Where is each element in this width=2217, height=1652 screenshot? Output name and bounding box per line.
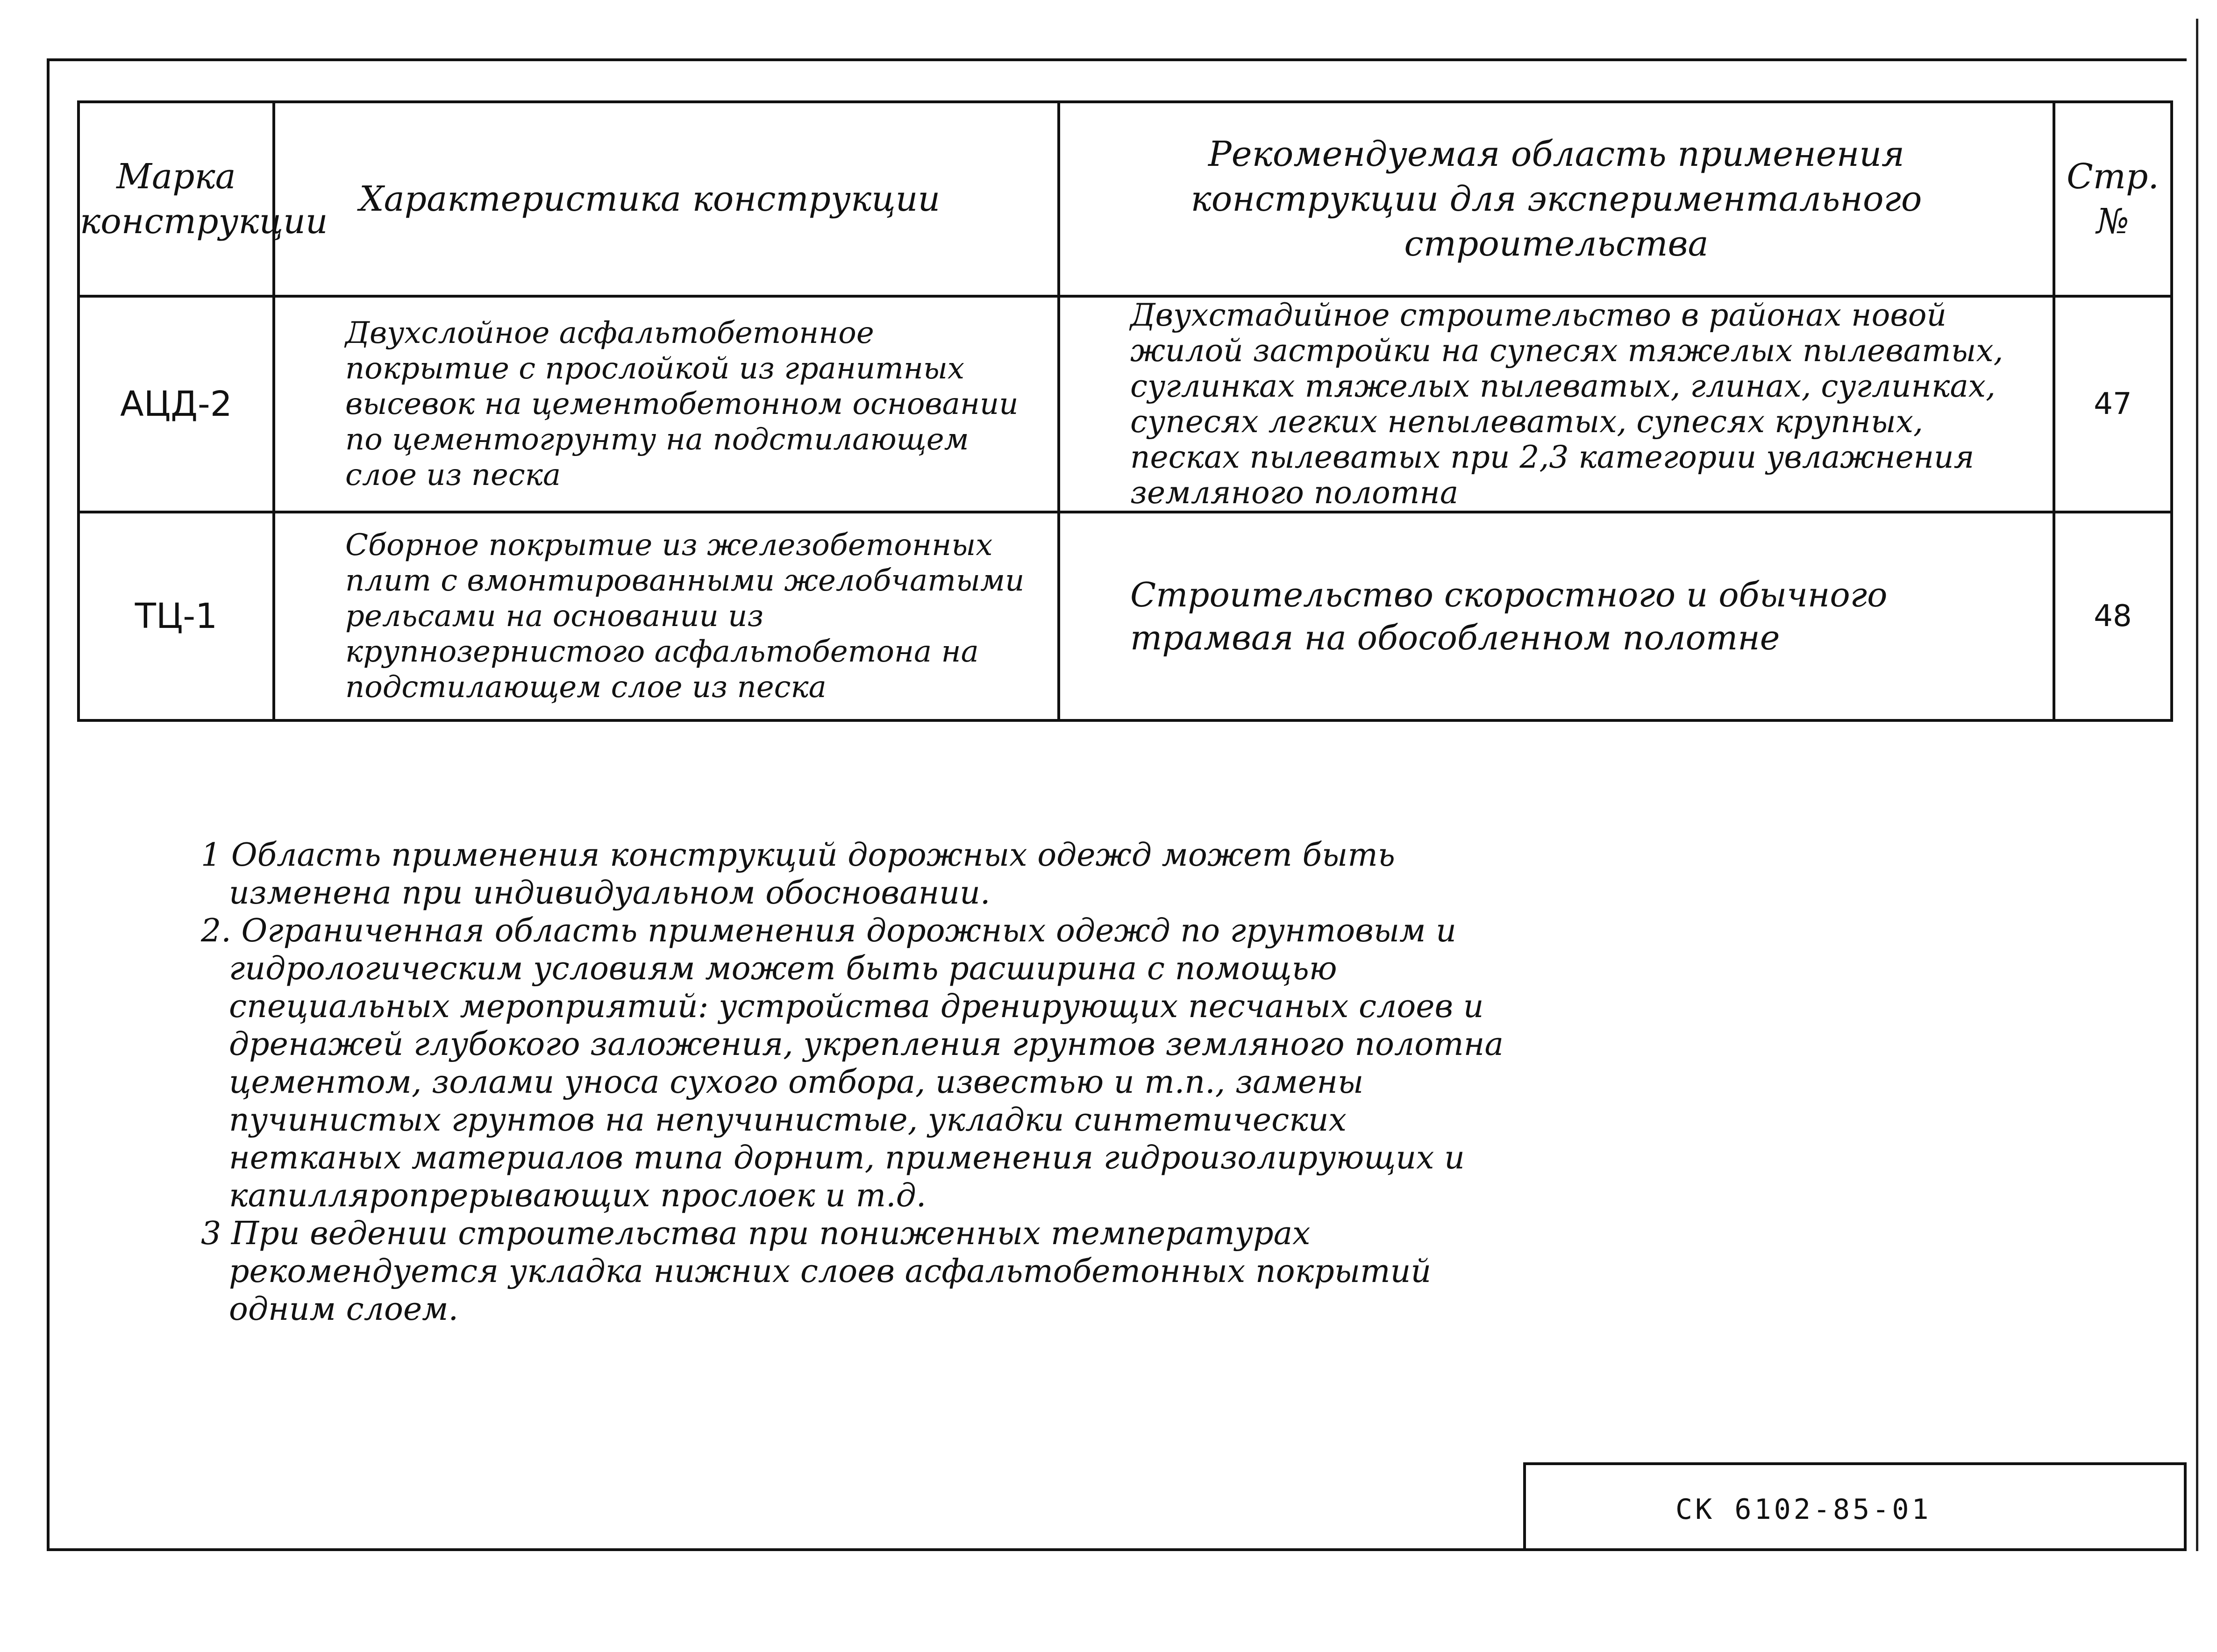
header-area: Рекомендуемая область применения конструкции для экспериментального строительства: [1059, 102, 2054, 296]
sheet-edge-line: [2196, 19, 2198, 1551]
header-characteristic: Характеристика конструкции: [274, 102, 1059, 296]
row-page: 48: [2054, 512, 2172, 720]
note-item: 2. Ограниченная область применения дорожных одежд по грунтовым и гидрологическим условиям может быть расширина с помощью специальных мероприятий: устройства дренирующих песчаных слоев и дренажей глубокого заложения, укрепления грунтов земляного полотна цементом, золами уноса сухого отбора, известью и т.п., замены пучинистых грунтов на непучинистые, укладки синтетических нетканых материалов типа дорнит, применения гидроизолирующих и капилляропрерывающих прослоек и т.д.: [201, 912, 1504, 1214]
row-page: 47: [2054, 296, 2172, 512]
notes-block: [201, 836, 1509, 1328]
header-mark: Марка конструкции: [78, 102, 274, 296]
note-item: 1 Область применения конструкций дорожных одежд может быть изменена при индивидуальном обосновании.: [201, 837, 1395, 911]
table-header-row: [78, 102, 2172, 296]
row-characteristic: Двухслойное асфальтобетонное покрытие с прослойкой из гранитных высевок на цементобетонном основании по цементогрунту на подстилающем слое из песка: [274, 296, 1059, 512]
header-page: Стр.№: [2054, 102, 2172, 296]
row-mark: АЦД-2: [78, 296, 274, 512]
table-row: [78, 512, 2172, 720]
title-block-stamp: [1523, 1462, 2187, 1549]
row-mark: ТЦ-1: [78, 512, 274, 720]
row-characteristic: Сборное покрытие из железобетонных плит с вмонтированными желобчатыми рельсами на основании из крупнозернистого асфальтобетона на подстилающем слое из песка: [274, 512, 1059, 720]
document-code: СК 6102-85-01: [1675, 1493, 1932, 1526]
note-item: 3 При ведении строительства при пониженных температурах рекомендуется укладка нижних слоев асфальтобетонных покрытий одним слоем.: [201, 1215, 1432, 1328]
row-area: Двухстадийное строительство в районах новой жилой застройки на супесях тяжелых пылеватых, суглинках тяжелых пылеватых, глинах, суглинках, супесях легких непылеватых, супесях крупных, песках пылеватых при 2,3 категории увлажнения земляного полотна: [1059, 296, 2054, 512]
table-row: [78, 296, 2172, 512]
row-area: Строительство скоростного и обычного трамвая на обособленном полотне: [1059, 512, 2054, 720]
constructions-table: [77, 100, 2173, 722]
